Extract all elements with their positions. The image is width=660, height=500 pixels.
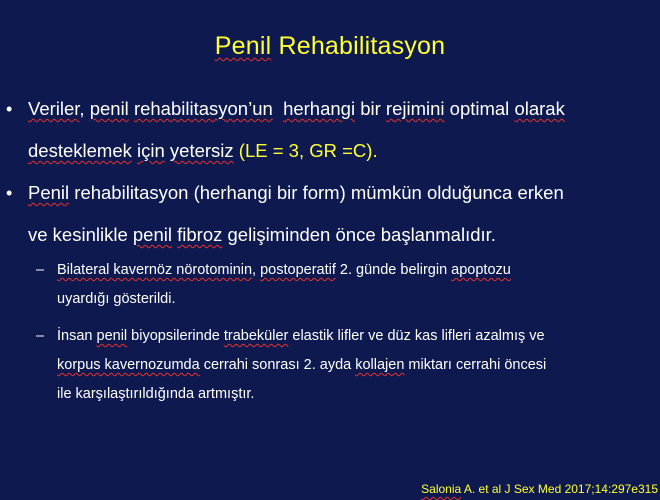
b1-word: ,: [79, 98, 90, 119]
b1-word: herhangi: [283, 98, 356, 119]
s1-word: 2. günde belirgin: [335, 262, 452, 278]
b1-word: rehabilitasyon’un: [133, 98, 273, 119]
sub-bullet-1-text: [57, 256, 647, 314]
b1-word: Veriler: [28, 98, 80, 119]
s2-word: miktarı cerrahi öncesi: [404, 357, 547, 373]
sub-bullet-2-line-2: [57, 351, 647, 380]
bullet-2-line-1: [28, 172, 650, 214]
b1-word: olarak: [514, 98, 565, 119]
bullet-1-line-1: [28, 88, 650, 130]
b2-word: rehabilitasyon (herhangi bir form) mümkün olduğunca erken: [69, 182, 564, 203]
title-word-rehab: Rehabilitasyon: [271, 32, 446, 60]
b2-word: ve kesinlikle: [28, 224, 133, 245]
slide-title: [0, 32, 660, 61]
s2-word: korpus kavernozumda: [57, 357, 200, 373]
b1-word: penil: [89, 98, 129, 119]
b1-word: bir: [355, 98, 386, 119]
bullet-2-line-2: [28, 214, 650, 256]
b1-word: yetersiz: [169, 140, 234, 161]
b2-word: fibroz: [177, 224, 223, 245]
bullet-2-text: [28, 172, 650, 256]
sub-bullet-2-line-1: [57, 322, 647, 351]
bullet-1-text: [28, 88, 650, 172]
b1-word: için: [137, 140, 165, 161]
dash-icon: –: [36, 328, 45, 344]
sub-bullet-1-line-2: uyardığı gösterildi.: [57, 291, 176, 307]
sub-bullet-1-line-1: [57, 256, 647, 285]
bullet-dot-icon: •: [6, 183, 13, 203]
b2-word: Penil: [28, 182, 70, 203]
evidence-level: (LE = 3, GR =C).: [233, 140, 378, 161]
b2-word: penil: [132, 224, 172, 245]
ref-source: A. et al J Sex Med 2017;14:297e315: [461, 482, 658, 496]
b1-word: rejimini: [385, 98, 445, 119]
s2-word: cerrahi sonrası 2. ayda: [199, 357, 356, 373]
s1-word: apoptozu: [451, 262, 511, 278]
b1-word: desteklemek: [28, 140, 132, 161]
s2-word: biyopsilerinde: [127, 328, 224, 344]
b2-word: gelişiminden önce başlanmalıdır.: [222, 224, 496, 245]
s2-word: İnsan: [57, 328, 97, 344]
s2-word: kollajen: [355, 357, 405, 373]
s2-word: penil: [96, 328, 128, 344]
s2-word: elastik lifler ve düz kas lifleri azalmış ve: [288, 328, 545, 344]
b1-word: optimal: [444, 98, 515, 119]
sub-bullet-2-text: [57, 322, 647, 409]
s1-word: Bilateral kavernöz nörotominin: [57, 262, 253, 278]
s1-word: ,: [252, 262, 261, 278]
reference-citation: [421, 482, 658, 496]
b1-word: [273, 98, 283, 119]
s2-word: trabeküler: [223, 328, 289, 344]
sub-bullet-2-line-3: ile karşılaştırıldığında artmıştır.: [57, 386, 255, 402]
ref-author: Salonia: [421, 482, 462, 496]
title-word-penil: Penil: [214, 32, 272, 60]
bullet-dot-icon: •: [6, 99, 13, 119]
s1-word: postoperatif: [260, 262, 336, 278]
dash-icon: –: [36, 262, 45, 278]
bullet-1-line-2: [28, 130, 650, 172]
